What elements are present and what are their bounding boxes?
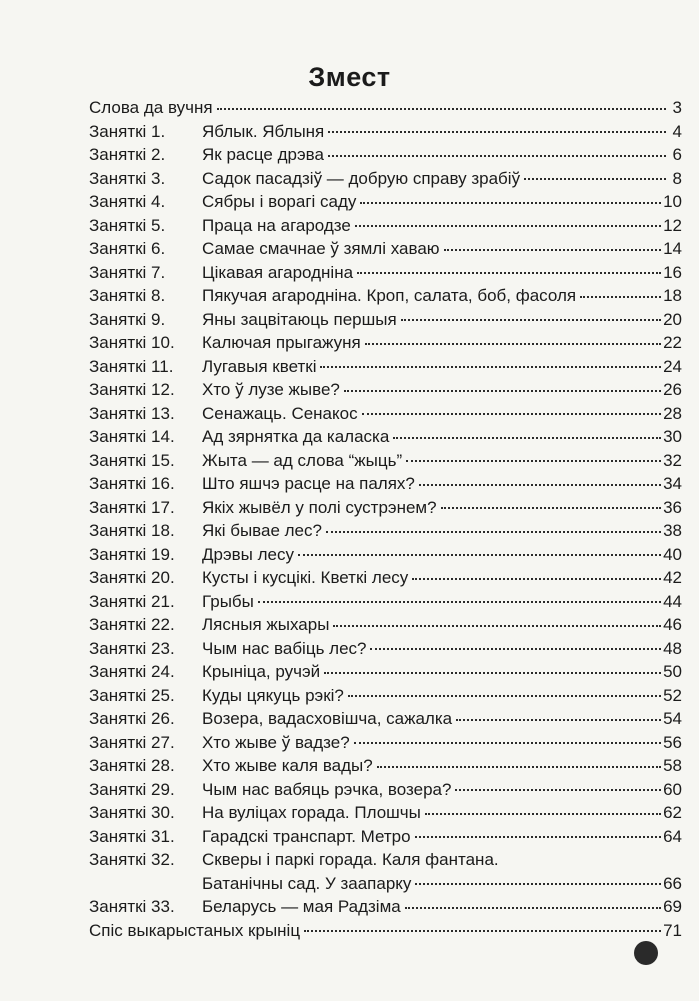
toc-entry [89,660,682,684]
toc-entry [89,449,682,473]
entry-title: Праца на агародзе [202,215,351,235]
entry-label: Заняткі 22. [89,615,175,634]
entry-title: Хто жыве ў вадзе? [202,732,350,752]
entry-title: Якіх жывёл у полі сустрэнем? [202,497,437,517]
entry-label: Заняткі 8. [89,286,166,305]
entry-label: Заняткі 10. [89,333,175,352]
entry-title: Самае смачнае ў зямлі хаваю [202,239,440,258]
entry-title-continued: Батанічны сад. У заапарку [202,873,412,893]
entry-label: Заняткі 9. [89,309,166,329]
entry-page-number: 48 [663,638,682,658]
leader-dots [406,460,661,462]
entry-title: Ад зярнятка да каласка [202,427,390,446]
leader-dots [324,672,661,674]
leader-dots [370,648,661,650]
leader-dots [580,296,661,298]
entry-page-number: 28 [663,403,682,423]
leader-dots [328,131,666,133]
entry-page-number: 24 [663,356,682,376]
entry-title: Яны зацвітаюць першыя [202,309,397,329]
entry-page-number: 66 [663,873,682,893]
toc-entry-line [89,848,682,872]
entry-title: На вуліцах горада. Плошчы [202,803,421,822]
toc-entry [89,378,682,402]
entry-page-number: 22 [663,333,682,352]
toc-entry [89,143,682,167]
toc-entry [89,355,682,379]
entry-label: Заняткі 6. [89,239,166,258]
leader-dots [304,930,661,932]
entry-page-number: 42 [663,568,682,587]
entry-label: Заняткі 25. [89,685,175,705]
toc-entry [89,566,682,590]
page-marker-circle [634,941,658,965]
entry-page-number: 60 [663,779,682,799]
leader-dots [455,789,661,791]
entry-label: Заняткі 7. [89,262,166,282]
entry-title: Сенажаць. Сенакос [202,403,358,423]
leader-dots [441,507,662,509]
leader-dots [415,836,661,838]
entry-page-number: 10 [663,192,682,211]
entry-label: Заняткі 30. [89,803,175,822]
entry-title: Яблык. Яблыня [202,121,325,141]
entry-label: Заняткі 11. [89,356,174,376]
toc-entry [89,402,682,426]
toc-entry [89,895,682,919]
entry-label: Заняткі 3. [89,168,166,188]
entry-page-number: 44 [663,591,682,611]
entry-label: Заняткі 27. [89,732,175,752]
entry-page-number: 4 [672,121,682,141]
entry-page-number: 69 [663,897,682,916]
entry-page-number: 38 [663,521,682,540]
entry-title: Як расце дрэва [202,145,324,164]
entry-title: Хто жыве каля вады? [202,756,373,775]
entry-title: Куды цякуць рэкі? [202,685,344,705]
leader-dots [357,272,661,274]
entry-title: Спіс выкарыстаных крыніц [89,920,301,940]
entry-page-number: 50 [663,662,682,681]
toc-entry [89,167,682,191]
entry-title: Што яшчэ расце на палях? [202,474,415,493]
entry-title: Лясныя жыхары [202,615,330,634]
entry-label: Заняткі 19. [89,544,175,564]
entry-page-number: 46 [663,615,682,634]
entry-label: Заняткі 23. [89,638,175,658]
leader-dots [393,437,661,439]
entry-page-number: 54 [663,709,682,728]
page-title: Змест [308,62,391,92]
leader-dots [348,695,661,697]
entry-label: Заняткі 32. [89,850,175,869]
entry-label: Заняткі 2. [89,145,166,164]
toc-entry [89,120,682,144]
toc-entry [89,637,682,661]
entry-label: Заняткі 31. [89,826,175,846]
entry-label: Заняткі 15. [89,450,175,470]
leader-dots [425,813,661,815]
entry-page-number: 56 [663,732,682,752]
toc-entry [89,825,682,849]
toc-entry [89,472,682,496]
entry-label: Заняткі 33. [89,897,175,916]
leader-dots [258,601,661,603]
entry-title: Цікавая агародніна [202,262,354,282]
entry-title: Грыбы [202,591,254,611]
table-of-contents [89,96,682,942]
toc-entry-line [89,872,682,896]
leader-dots [419,484,661,486]
toc-entry [89,214,682,238]
entry-page-number: 20 [663,309,682,329]
toc-entry [89,496,682,520]
entry-page-number: 8 [672,168,682,188]
leader-dots [415,883,661,885]
entry-page-number: 30 [663,427,682,446]
entry-label: Заняткі 26. [89,709,175,728]
toc-entry [89,613,682,637]
entry-page-number: 6 [672,145,682,164]
toc-entry [89,919,682,943]
toc-entry [89,684,682,708]
entry-title: Садок пасадзіў — добрую справу зрабіў [202,168,521,188]
entry-label: Заняткі 17. [89,497,175,517]
toc-entry [89,519,682,543]
entry-label: Заняткі 24. [89,662,175,681]
entry-title: Чым нас вабяць рэчка, возера? [202,779,452,799]
entry-title: Гарадскі транспарт. Метро [202,826,411,846]
leader-dots [354,742,661,744]
toc-entry [89,284,682,308]
entry-label: Заняткі 12. [89,380,175,399]
entry-page-number: 3 [672,98,682,117]
leader-dots [444,249,662,251]
entry-title: Скверы і паркі горада. Каля фантана. [202,850,499,869]
leader-dots [524,178,666,180]
entry-title: Хто ў лузе жыве? [202,380,340,399]
entry-page-number: 16 [663,262,682,282]
entry-page-number: 34 [663,474,682,493]
entry-label: Заняткі 14. [89,427,175,446]
leader-dots [333,625,661,627]
toc-entry [89,308,682,332]
leader-dots [412,578,661,580]
toc-entry [89,237,682,261]
toc-entry [89,707,682,731]
toc-entry [89,190,682,214]
toc-entry [89,731,682,755]
entry-label: Заняткі 21. [89,591,175,611]
leader-dots [326,531,661,533]
entry-label: Заняткі 5. [89,215,166,235]
entry-title: Слова да вучня [89,98,213,117]
leader-dots [298,554,661,556]
entry-title: Дрэвы лесу [202,544,294,564]
leader-dots [377,766,661,768]
toc-entry [89,801,682,825]
leader-dots [320,366,661,368]
toc-entry [89,425,682,449]
leader-dots [365,343,661,345]
entry-page-number: 64 [663,826,682,846]
entry-label: Заняткі 29. [89,779,175,799]
entry-title: Лугавыя кветкі [202,356,317,376]
leader-dots [360,202,661,204]
entry-page-number: 18 [663,286,682,305]
entry-label: Заняткі 28. [89,756,175,775]
toc-entry [89,331,682,355]
entry-label: Заняткі 4. [89,192,166,211]
entry-label: Заняткі 16. [89,474,175,493]
toc-entry [89,261,682,285]
entry-title: Які бывае лес? [202,521,322,540]
leader-dots [355,225,661,227]
entry-label: Заняткі 13. [89,403,175,423]
entry-page-number: 32 [663,450,682,470]
entry-label: Заняткі 20. [89,568,175,587]
leader-dots [362,413,661,415]
entry-page-number: 52 [663,685,682,705]
leader-dots [328,155,666,157]
entry-label: Заняткі 1. [89,121,166,141]
toc-entry [89,754,682,778]
entry-page-number: 14 [663,239,682,258]
entry-title: Пякучая агародніна. Кроп, салата, боб, фасоля [202,286,577,305]
entry-title: Крыніца, ручэй [202,662,321,681]
leader-dots [344,390,661,392]
entry-title: Чым нас вабіць лес? [202,638,367,658]
leader-dots [456,719,661,721]
entry-page-number: 71 [663,920,682,940]
entry-title: Жыта — ад слова “жыць” [202,450,403,470]
leader-dots [401,319,661,321]
toc-entry [89,96,682,120]
entry-page-number: 12 [663,215,682,235]
toc-entry [89,778,682,802]
leader-dots [217,108,666,110]
entry-title: Возера, вадасховішча, сажалка [202,709,453,728]
entry-page-number: 36 [663,497,682,517]
entry-title: Кусты і кусцікі. Кветкі лесу [202,568,409,587]
entry-page-number: 40 [663,544,682,564]
toc-entry [89,543,682,567]
entry-page-number: 62 [663,803,682,822]
entry-page-number: 58 [663,756,682,775]
entry-title: Калючая прыгажуня [202,333,361,352]
entry-title: Сябры і ворагі саду [202,192,357,211]
entry-page-number: 26 [663,380,682,399]
entry-title: Беларусь — мая Радзіма [202,897,401,916]
entry-label: Заняткі 18. [89,521,175,540]
leader-dots [405,907,661,909]
toc-entry [89,590,682,614]
